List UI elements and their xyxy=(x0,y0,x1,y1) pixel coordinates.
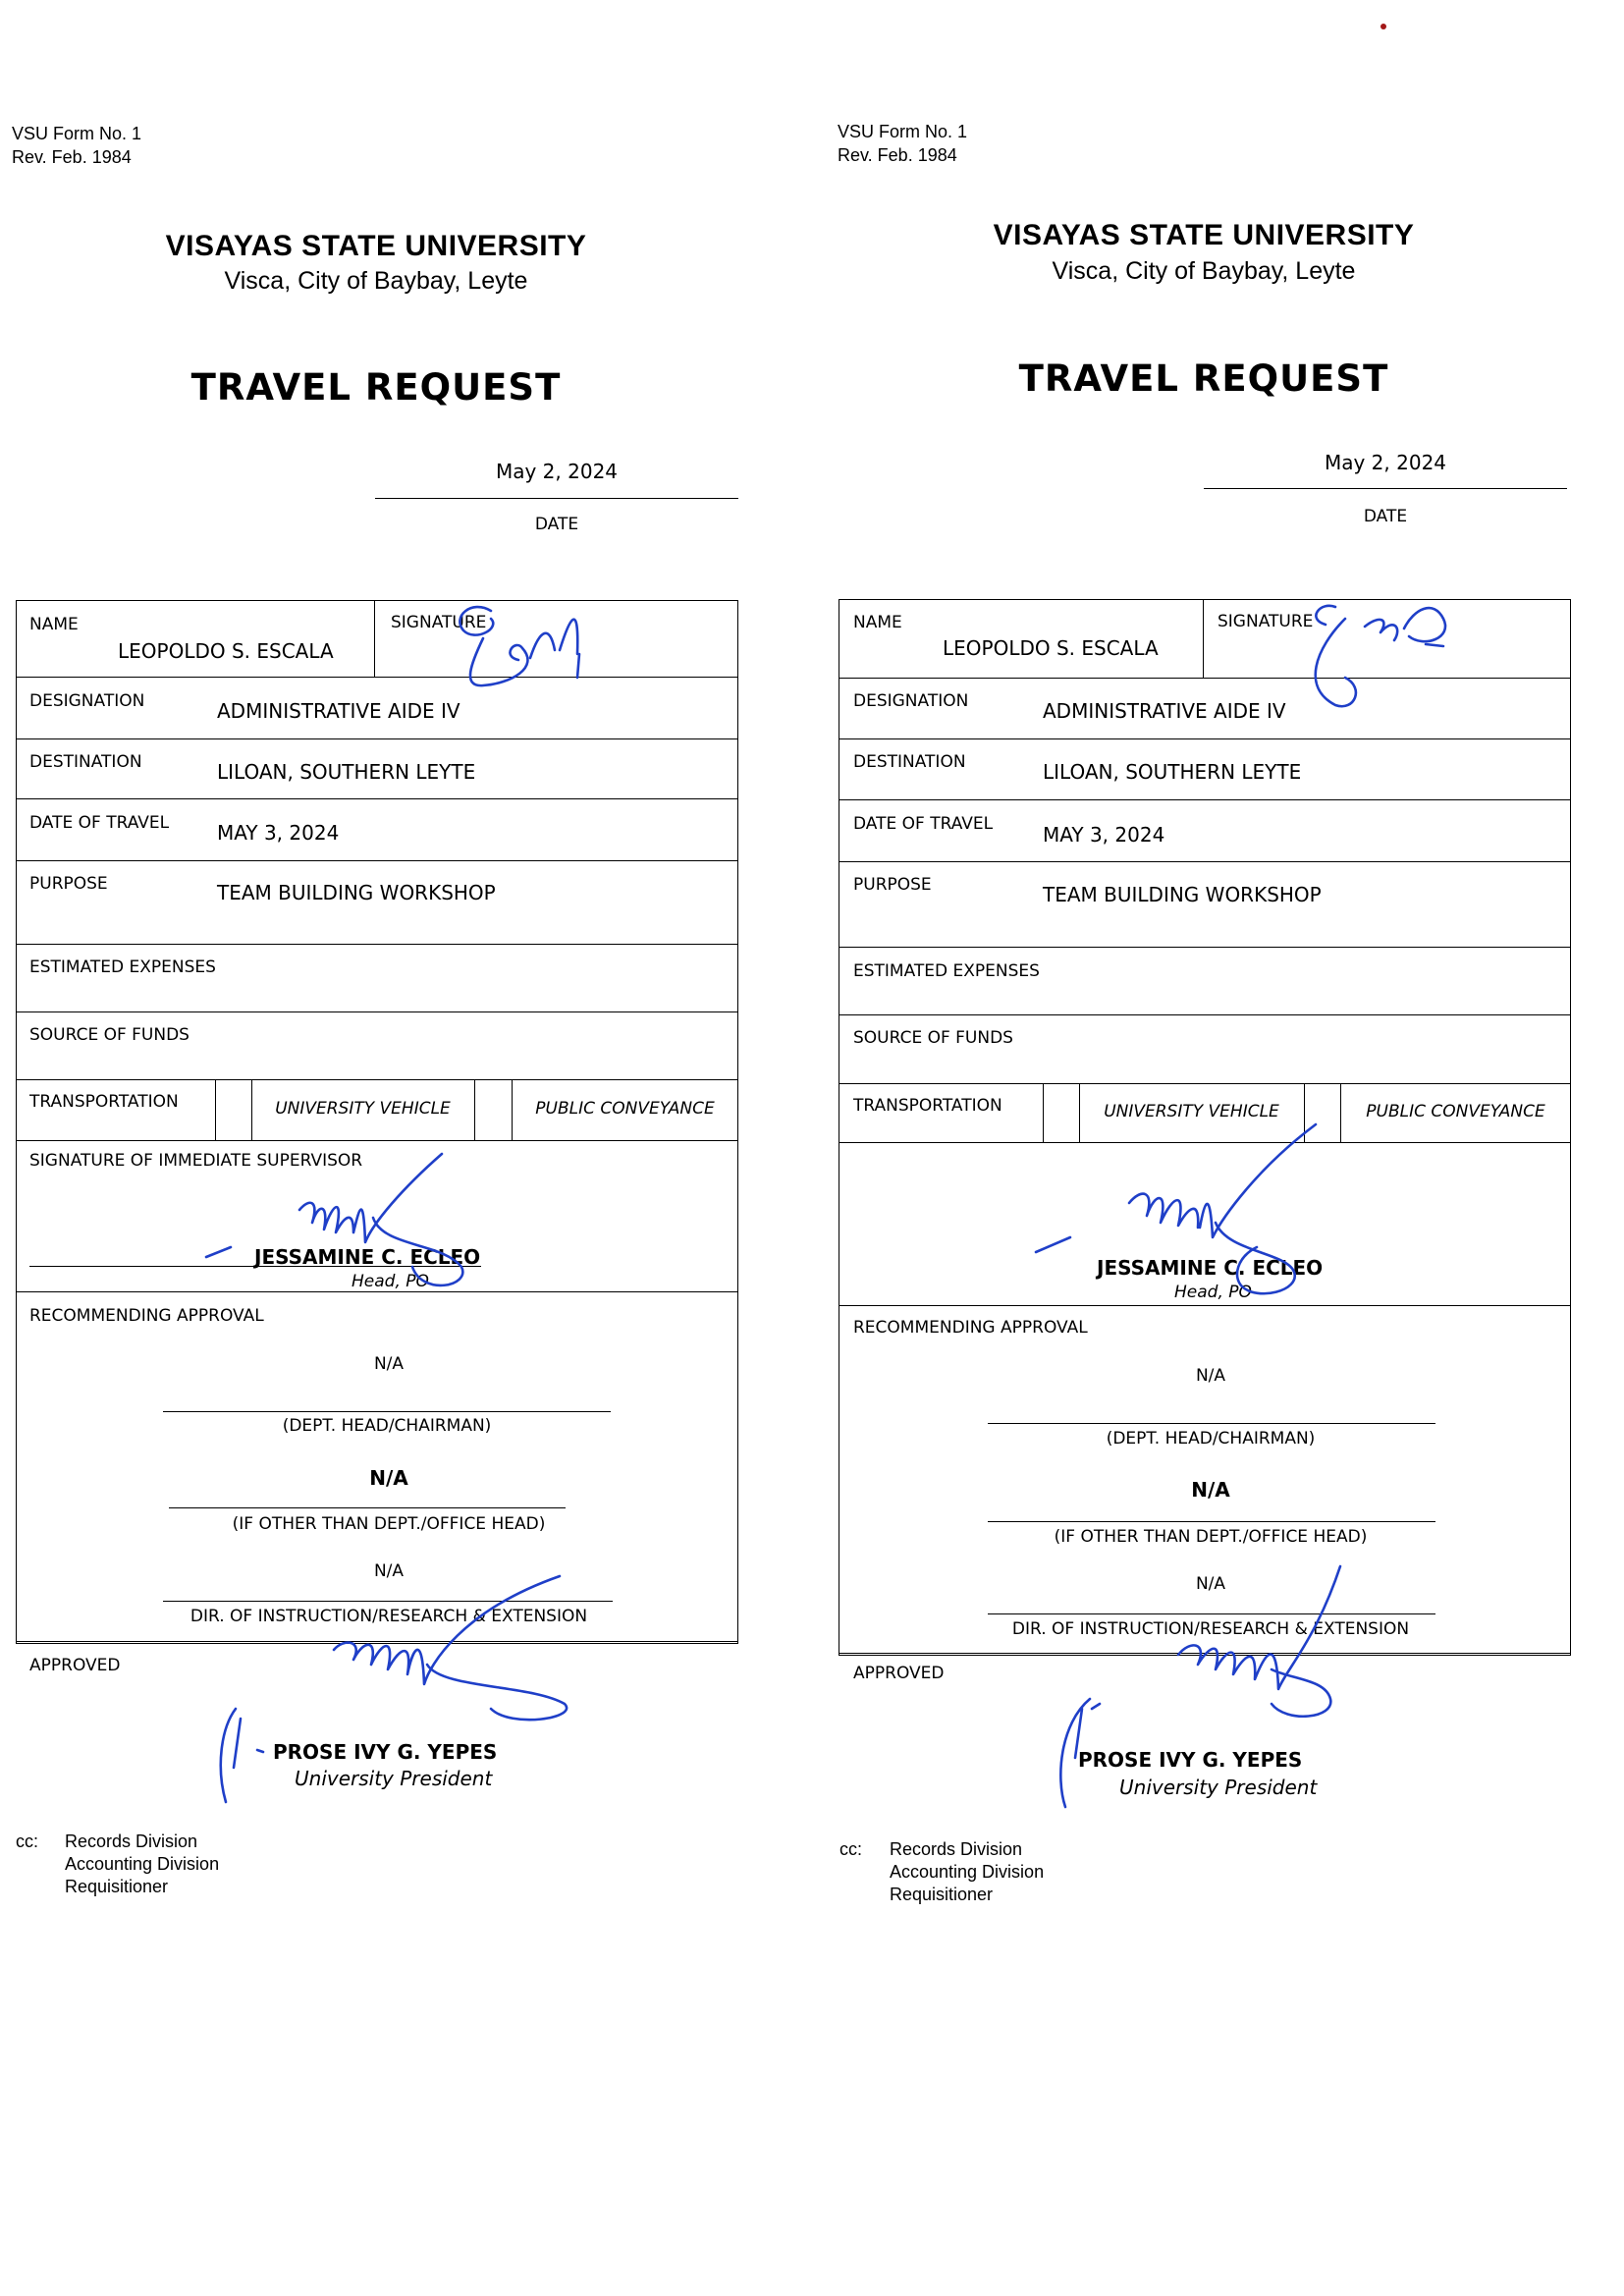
cc-accounting: Accounting Division xyxy=(890,1862,1045,1882)
university-address: Visca, City of Baybay, Leyte xyxy=(224,267,528,295)
row-divider xyxy=(16,1079,738,1080)
supervisor-label: SIGNATURE OF IMMEDIATE SUPERVISOR xyxy=(29,1151,363,1171)
date-label: DATE xyxy=(534,515,579,534)
row-divider xyxy=(16,798,738,799)
approved-label: APPROVED xyxy=(853,1664,945,1683)
supervisor-title: Head, PO xyxy=(352,1272,429,1291)
director-na: N/A xyxy=(373,1561,405,1581)
row-divider xyxy=(16,944,738,945)
destination-value: LILOAN, SOUTHERN LEYTE xyxy=(217,760,476,784)
name-value: LEOPOLDO S. ESCALA xyxy=(943,636,1159,660)
request-date: May 2, 2024 xyxy=(495,460,619,483)
director-label: DIR. OF INSTRUCTION/RESEARCH & EXTENSION xyxy=(189,1607,588,1626)
form-revision-text: Rev. Feb. 1984 xyxy=(12,147,132,167)
cc-requisitioner: Requisitioner xyxy=(890,1885,994,1904)
cc-accounting: Accounting Division xyxy=(65,1854,220,1874)
supervisor-signature xyxy=(1031,1129,1345,1355)
supervisor-name: JESSAMINE C. ECLEO xyxy=(254,1245,481,1269)
cc-requisitioner: Requisitioner xyxy=(65,1877,169,1896)
other-head-label: (IF OTHER THAN DEPT./OFFICE HEAD) xyxy=(232,1514,546,1534)
travel-request-form-right xyxy=(825,0,1571,1964)
requester-signature xyxy=(1286,589,1522,746)
form-number-text: VSU Form No. 1 xyxy=(838,122,968,141)
director-label: DIR. OF INSTRUCTION/RESEARCH & EXTENSION xyxy=(1011,1619,1410,1639)
form-number xyxy=(12,122,141,169)
form-number xyxy=(838,120,967,167)
university-name: VISAYAS STATE UNIVERSITY xyxy=(165,230,587,262)
signature-label: SIGNATURE xyxy=(391,613,487,632)
ink-speck xyxy=(1380,24,1386,29)
president-title: University President xyxy=(295,1767,493,1790)
dept-head-line xyxy=(988,1423,1435,1424)
dept-head-label: (DEPT. HEAD/CHAIRMAN) xyxy=(1106,1429,1316,1449)
cc-list xyxy=(65,1831,219,1898)
designation-label: DESIGNATION xyxy=(29,691,145,711)
recommending-approval-label: RECOMMENDING APPROVAL xyxy=(853,1318,1088,1338)
purpose-value: TEAM BUILDING WORKSHOP xyxy=(217,881,496,904)
destination-label: DESTINATION xyxy=(853,752,966,772)
row-divider xyxy=(839,947,1571,948)
dept-head-label: (DEPT. HEAD/CHAIRMAN) xyxy=(282,1416,492,1436)
estimated-expenses-label: ESTIMATED EXPENSES xyxy=(853,961,1040,981)
designation-value: ADMINISTRATIVE AIDE IV xyxy=(1043,699,1286,723)
date-label: DATE xyxy=(1363,507,1408,526)
travel-request-form-left xyxy=(0,0,746,1964)
transport-public-conveyance: PUBLIC CONVEYANCE xyxy=(535,1099,715,1119)
form-revision-text: Rev. Feb. 1984 xyxy=(838,145,957,165)
university-address: Visca, City of Baybay, Leyte xyxy=(1052,257,1356,285)
president-name: PROSE IVY G. YEPES xyxy=(273,1740,498,1764)
form-title: TRAVEL REQUEST xyxy=(1018,357,1389,400)
director-na: N/A xyxy=(1195,1574,1226,1594)
other-head-na: N/A xyxy=(369,1466,408,1490)
dept-head-line xyxy=(163,1411,611,1412)
source-of-funds-label: SOURCE OF FUNDS xyxy=(853,1028,1013,1048)
approved-label: APPROVED xyxy=(29,1656,121,1675)
row-divider xyxy=(16,1140,738,1141)
cc-label: cc: xyxy=(839,1839,863,1859)
date-of-travel-value: MAY 3, 2024 xyxy=(1043,823,1165,847)
row-divider xyxy=(839,1014,1571,1015)
dept-head-na: N/A xyxy=(373,1354,405,1374)
row-divider xyxy=(839,1083,1571,1084)
other-head-line xyxy=(169,1507,566,1508)
president-signature xyxy=(216,1571,589,1797)
purpose-label: PURPOSE xyxy=(853,875,932,895)
purpose-value: TEAM BUILDING WORKSHOP xyxy=(1043,883,1322,906)
transportation-label: TRANSPORTATION xyxy=(853,1096,1002,1116)
destination-value: LILOAN, SOUTHERN LEYTE xyxy=(1043,760,1302,784)
supervisor-signature xyxy=(196,1149,471,1316)
form-title: TRAVEL REQUEST xyxy=(190,366,562,409)
requester-signature xyxy=(432,589,648,746)
form-number-text: VSU Form No. 1 xyxy=(12,124,142,143)
row-divider xyxy=(839,861,1571,862)
supervisor-title: Head, PO xyxy=(1174,1283,1252,1302)
request-date: May 2, 2024 xyxy=(1324,451,1447,474)
estimated-expenses-label: ESTIMATED EXPENSES xyxy=(29,957,216,977)
transport-university-vehicle: UNIVERSITY VEHICLE xyxy=(1104,1102,1279,1121)
dept-head-na: N/A xyxy=(1195,1366,1226,1386)
purpose-label: PURPOSE xyxy=(29,874,108,894)
name-signature-divider xyxy=(1203,599,1204,678)
date-of-travel-label: DATE OF TRAVEL xyxy=(29,813,170,833)
transportation-label: TRANSPORTATION xyxy=(29,1092,179,1112)
transport-public-conveyance: PUBLIC CONVEYANCE xyxy=(1366,1102,1545,1121)
cc-label: cc: xyxy=(16,1831,39,1851)
name-label: NAME xyxy=(853,613,902,632)
supervisor-name: JESSAMINE C. ECLEO xyxy=(1097,1256,1324,1280)
recommending-approval-label: RECOMMENDING APPROVAL xyxy=(29,1306,264,1326)
designation-value: ADMINISTRATIVE AIDE IV xyxy=(217,699,460,723)
destination-label: DESTINATION xyxy=(29,752,142,772)
name-signature-divider xyxy=(374,600,375,677)
date-of-travel-label: DATE OF TRAVEL xyxy=(853,814,994,834)
date-underline xyxy=(375,498,738,499)
date-of-travel-value: MAY 3, 2024 xyxy=(217,821,340,845)
president-name: PROSE IVY G. YEPES xyxy=(1078,1748,1303,1772)
date-underline xyxy=(1204,488,1567,489)
row-divider xyxy=(16,860,738,861)
row-divider xyxy=(16,1011,738,1012)
designation-label: DESIGNATION xyxy=(853,691,969,711)
cc-records: Records Division xyxy=(890,1839,1023,1859)
university-name: VISAYAS STATE UNIVERSITY xyxy=(993,219,1415,251)
signature-label: SIGNATURE xyxy=(1218,612,1314,631)
source-of-funds-label: SOURCE OF FUNDS xyxy=(29,1025,189,1045)
cc-list xyxy=(890,1838,1044,1906)
other-head-label: (IF OTHER THAN DEPT./OFFICE HEAD) xyxy=(1054,1527,1368,1547)
other-head-na: N/A xyxy=(1191,1478,1230,1502)
name-value: LEOPOLDO S. ESCALA xyxy=(118,639,334,663)
president-title: University President xyxy=(1119,1776,1318,1799)
transport-divider xyxy=(474,1079,475,1140)
president-signature xyxy=(1021,1561,1355,1817)
transport-divider xyxy=(215,1079,216,1140)
other-head-line xyxy=(988,1521,1435,1522)
transport-university-vehicle: UNIVERSITY VEHICLE xyxy=(275,1099,451,1119)
cc-records: Records Division xyxy=(65,1831,198,1851)
row-divider xyxy=(839,799,1571,800)
name-label: NAME xyxy=(29,615,79,634)
